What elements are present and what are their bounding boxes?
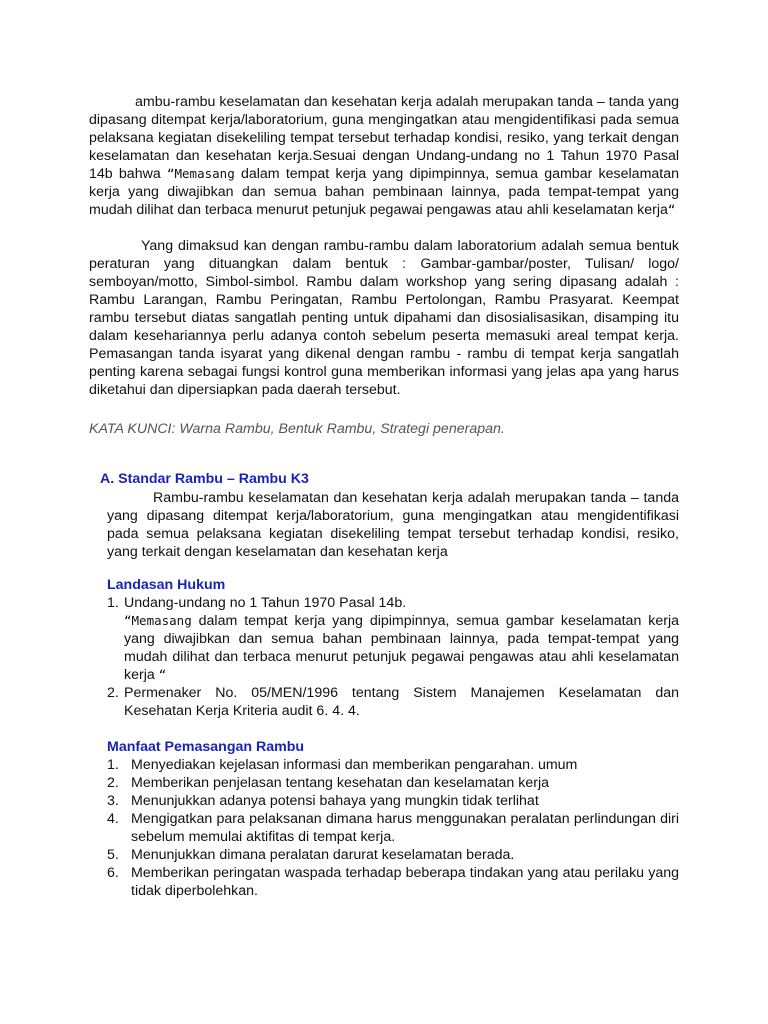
manfaat-item bbox=[107, 810, 679, 846]
landasan-item-2-number: 2. bbox=[107, 685, 119, 701]
intro-p1-rest: dalam tempat kerja yang dipimpinnya, semua gambar keselamatan kerja yang diwajibkan dan semua bahan pembinaan lainnya, pada tempat-tempat yang mudah dilihat dan terbaca menurut petunjuk pegawai pengawas atau ahli keselamatan kerja bbox=[89, 166, 679, 218]
manfaat-item-text: Menunjukkan adanya potensi bahaya yang mungkin tidak terlihat bbox=[131, 793, 539, 809]
manfaat-item-text: Menyediakan kejelasan informasi dan memberikan pengarahan. umum bbox=[131, 757, 578, 773]
landasan-item-1-number: 1. bbox=[107, 595, 119, 611]
section-a-title: A. Standar Rambu – Rambu K3 bbox=[100, 471, 309, 487]
manfaat-item-number: 2. bbox=[107, 775, 119, 791]
landasan-list bbox=[107, 594, 679, 720]
manfaat-item-number: 4. bbox=[107, 811, 119, 827]
landasan-item-2 bbox=[107, 684, 679, 720]
landasan-quote-close: “ bbox=[158, 667, 167, 682]
intro-paragraph-1 bbox=[89, 93, 679, 219]
manfaat-item-number: 5. bbox=[107, 847, 119, 863]
manfaat-item-text: Menunjukkan dimana peralatan darurat keselamatan berada. bbox=[131, 847, 515, 863]
manfaat-item bbox=[107, 792, 679, 810]
landasan-item-1 bbox=[107, 594, 679, 684]
manfaat-item-number: 6. bbox=[107, 865, 119, 881]
landasan-title: Landasan Hukum bbox=[107, 577, 226, 593]
manfaat-item bbox=[107, 846, 679, 864]
intro-quote-open: “Memasang bbox=[166, 166, 235, 181]
intro-quote-close: “ bbox=[667, 202, 676, 217]
intro-p2-text: Yang dimaksud kan dengan rambu-rambu dalam laboratorium adalah semua bentuk peraturan yang dituangkan dalam bentuk : Gambar-gambar/poster, Tulisan/ logo/ semboyan/motto, Simbol-simbol. Rambu dalam workshop yang sering dipasang adalah : Rambu Larangan, Rambu Peringatan, Rambu Pertolongan, Rambu Prasyarat. Keempat rambu tersebut diatas sangatlah penting untuk dipahami dan disosialisasikan, disamping itu dalam kesehariannya perlu adanya contoh sebelum peserta memasuki areal tempat kerja. Pemasangan tanda isyarat yang dikenal dengan rambu - rambu di tempat kerja sangatlah penting karena sebagai fungsi kontrol guna memberikan informasi yang jelas apa yang harus diketahui dan dipersiapkan pada daerah tersebut. bbox=[89, 238, 679, 398]
manfaat-item bbox=[107, 756, 679, 774]
landasan-item-2-text: Permenaker No. 05/MEN/1996 tentang Sistem Manajemen Keselamatan dan Kesehatan Kerja Kriteria audit 6. 4. 4. bbox=[124, 685, 679, 719]
landasan-quote-text: dalam tempat kerja yang dipimpinnya, semua gambar keselamatan kerja yang diwajibkan dan semua bahan pembinaan lainnya, pada tempat-tempat yang mudah dilihat dan terbaca menurut petunjuk pegawai pengawas atau ahli keselamatan kerja bbox=[124, 613, 679, 683]
landasan-item-1-quote bbox=[124, 612, 679, 684]
manfaat-list bbox=[107, 756, 679, 900]
manfaat-item-text: Memberikan penjelasan tentang kesehatan dan keselamatan kerja bbox=[131, 775, 550, 791]
landasan-quote-open: “Memasang bbox=[124, 613, 192, 628]
manfaat-item-text: Memberikan peringatan waspada terhadap beberapa tindakan yang atau perilaku yang tidak diperbolehkan. bbox=[131, 865, 679, 899]
intro-paragraph-2 bbox=[89, 237, 679, 399]
section-a-paragraph bbox=[107, 489, 679, 561]
section-a-text: Rambu-rambu keselamatan dan kesehatan kerja adalah merupakan tanda – tanda yang dipasang ditempat kerja/laboratorium, guna mengingatkan atau mengidentifikasi pada semua pelaksana kegiatan disekeliling tempat tersebut terhadap kondisi, resiko, yang terkait dengan keselamatan dan kesehatan kerja bbox=[107, 490, 679, 560]
manfaat-title: Manfaat Pemasangan Rambu bbox=[107, 739, 305, 755]
manfaat-item-text: Mengigatkan para pelaksanan dimana harus menggunakan peralatan perlindungan diri sebelum memulai aktifitas di tempat kerja. bbox=[131, 811, 679, 845]
keywords-line: KATA KUNCI: Warna Rambu, Bentuk Rambu, Strategi penerapan. bbox=[89, 421, 505, 437]
intro-p1-text: ambu-rambu keselamatan dan kesehatan kerja adalah merupakan tanda – tanda yang dipasang ditempat kerja/laboratorium, guna mengingatkan atau mengidentifikasi pada semua pelaksana kegiatan disekeliling tempat tersebut terhadap kondisi, resiko, yang terkait dengan keselamatan dan kesehatan kerja.Sesuai dengan Undang-undang no 1 Tahun 1970 Pasal 14b bahwa bbox=[89, 94, 679, 182]
manfaat-item-number: 3. bbox=[107, 793, 119, 809]
manfaat-item-number: 1. bbox=[107, 757, 119, 773]
landasan-item-1-text: Undang-undang no 1 Tahun 1970 Pasal 14b. bbox=[124, 595, 407, 611]
manfaat-item bbox=[107, 864, 679, 900]
manfaat-item bbox=[107, 774, 679, 792]
